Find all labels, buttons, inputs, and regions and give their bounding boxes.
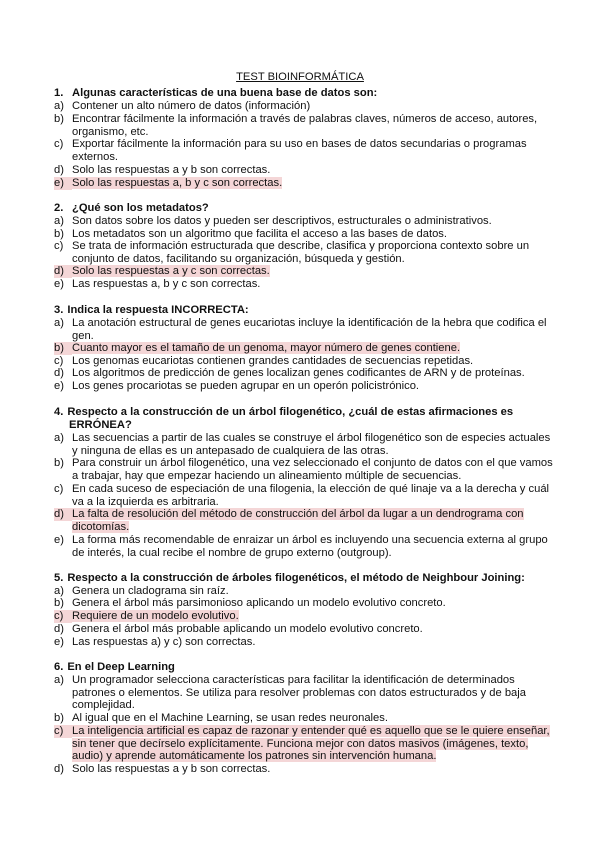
option-letter: b) [54, 342, 72, 355]
question-number: 4. [54, 406, 64, 418]
option-text: Solo las respuestas a y b son correctas. [72, 763, 271, 775]
option-text: Solo las respuestas a y c son correctas. [72, 265, 270, 277]
option-letter: c) [54, 355, 64, 367]
option-text-wrap [72, 265, 554, 278]
option-3e [54, 380, 554, 393]
question-number: 2. [54, 202, 64, 214]
option-letter: e) [54, 278, 64, 290]
option-text: Exportar fácilmente la información para su uso en bases de datos secundarias o programas externos. [72, 138, 527, 163]
option-letter: a) [54, 674, 64, 686]
option-text: Solo las respuestas a y b son correctas. [72, 164, 271, 176]
option-2c [54, 240, 554, 265]
option-letter: a) [54, 100, 64, 112]
page-title: TEST BIOINFORMÁTICA [236, 71, 364, 83]
question-text: En el Deep Learning [67, 661, 175, 673]
option-text: Contener un alto número de datos (información) [72, 100, 311, 112]
option-3b-highlighted [54, 342, 554, 355]
option-letter: a) [54, 585, 64, 597]
option-text: Los genomas eucariotas contienen grandes cantidades de secuencias repetidas. [72, 355, 474, 367]
option-6d [54, 763, 554, 776]
option-text: Al igual que en el Machine Learning, se usan redes neuronales. [72, 712, 388, 724]
option-text: Solo las respuestas a, b y c son correctas. [72, 177, 283, 189]
option-4a [54, 432, 554, 457]
option-letter: d) [54, 164, 64, 176]
option-5d [54, 623, 554, 636]
option-text-wrap [72, 610, 554, 623]
option-6b [54, 712, 554, 725]
option-text: Encontrar fácilmente la información a través de palabras claves, números de acceso, autores, organismo, etc. [72, 113, 538, 138]
option-text: Genera un cladograma sin raíz. [72, 585, 229, 597]
option-text: Requiere de un modelo evolutivo. [72, 610, 239, 622]
option-3a [54, 317, 554, 342]
option-text: Las respuestas a, b y c son correctas. [72, 278, 261, 290]
question-number: 3. [54, 304, 64, 316]
question-text: ¿Qué son los metadatos? [72, 202, 209, 214]
option-letter: e) [54, 380, 64, 392]
option-letter: b) [54, 712, 64, 724]
question-5 [54, 572, 554, 585]
question-text: Respecto a la construcción de árboles filogenéticos, el método de Neighbour Joining: [67, 572, 525, 584]
option-2e [54, 278, 554, 291]
option-letter: b) [54, 597, 64, 609]
option-letter: c) [54, 610, 72, 623]
option-text: Los algoritmos de predicción de genes localizan genes codificantes de ARN y de proteínas. [72, 367, 525, 379]
option-letter: a) [54, 215, 64, 227]
question-number: 6. [54, 661, 64, 673]
option-4c [54, 483, 554, 508]
option-letter: d) [54, 763, 64, 775]
option-1d [54, 164, 554, 177]
option-text: Las respuestas a) y c) son correctas. [72, 636, 256, 648]
option-letter: c) [54, 240, 64, 252]
question-3 [54, 304, 554, 317]
question-6 [54, 661, 554, 674]
option-text: La forma más recomendable de enraizar un árbol es incluyendo una secuencia externa al grupo de interés, la cual recibe el nombre de grupo externo (outgroup). [72, 534, 548, 559]
option-letter: e) [54, 177, 72, 190]
option-letter: a) [54, 317, 64, 329]
option-4e [54, 534, 554, 559]
question-number: 1. [54, 87, 64, 99]
option-2d-highlighted [54, 265, 554, 278]
option-text-wrap [72, 177, 554, 190]
option-5c-highlighted [54, 610, 554, 623]
option-4d-highlighted [54, 508, 554, 533]
option-text: Genera el árbol más parsimonioso aplicando un modelo evolutivo concreto. [72, 597, 446, 609]
option-1e-highlighted [54, 177, 554, 190]
option-1c [54, 138, 554, 163]
option-text: Cuanto mayor es el tamaño de un genoma, mayor número de genes contiene. [72, 342, 461, 354]
option-text: Son datos sobre los datos y pueden ser descriptivos, estructurales o administrativos. [72, 215, 492, 227]
question-number: 5. [54, 572, 64, 584]
option-5a [54, 585, 554, 598]
option-text: Los genes procariotas se pueden agrupar en un operón policistrónico. [72, 380, 420, 392]
question-4 [54, 406, 554, 431]
option-letter: c) [54, 138, 64, 150]
option-text-wrap [72, 342, 554, 355]
option-text: Para construir un árbol filogenético, una vez seleccionado el conjunto de datos con el que vamos a trabajar, hay que empezar haciendo un alineamiento múltiple de secuencias. [72, 457, 553, 482]
option-text: La anotación estructural de genes eucariotas incluye la identificación de la hebra que codifica el gen. [72, 317, 547, 342]
option-4b [54, 457, 554, 482]
option-text: La falta de resolución del método de construcción del árbol da lugar a un dendrograma con dicotomías. [72, 508, 524, 533]
option-letter: d) [54, 265, 72, 278]
option-text-wrap [72, 508, 554, 533]
option-letter: b) [54, 457, 64, 469]
option-text: Los metadatos son un algoritmo que facilita el acceso a las bases de datos. [72, 228, 448, 240]
option-1b [54, 113, 554, 138]
option-letter: c) [54, 483, 64, 495]
option-2a [54, 215, 554, 228]
option-3d [54, 367, 554, 380]
question-text: Indica la respuesta INCORRECTA: [67, 304, 249, 316]
option-text: En cada suceso de especiación de una filogenia, la elección de qué linaje va a la derecha y cuál va a la izquierda es arbitraria. [72, 483, 550, 508]
option-text: Genera el árbol más probable aplicando un modelo evolutivo concreto. [72, 623, 423, 635]
question-text: Algunas características de una buena base de datos son: [72, 87, 378, 99]
option-text: La inteligencia artificial es capaz de razonar y entender qué es aquello que se le quiere enseñar, sin tener que decírselo explícitamente. Funciona mejor con datos masivos (imágenes, texto, audio) y aprende automáticamente los patrones sin intervención humana. [72, 725, 550, 763]
option-letter: e) [54, 636, 64, 648]
option-letter: b) [54, 228, 64, 240]
option-5b [54, 597, 554, 610]
option-letter: e) [54, 534, 64, 546]
question-text: Respecto a la construcción de un árbol filogenético, ¿cuál de estas afirmaciones es [67, 406, 514, 418]
option-text-wrap [72, 725, 554, 763]
option-5e [54, 636, 554, 649]
option-3c [54, 355, 554, 368]
question-text-continued: ERRÓNEA? [69, 418, 132, 431]
option-letter: d) [54, 623, 64, 635]
question-1 [54, 87, 554, 100]
option-text: Las secuencias a partir de las cuales se construye el árbol filogenético son de especies actuales y ninguna de ellas es un antepasado de cualquiera de las otras. [72, 432, 551, 457]
option-6c-highlighted [54, 725, 554, 763]
option-text: Un programador selecciona características para facilitar la identificación de determinados patrones o elementos. Se utiliza para resolver problemas con datos estructurados y de baja complejidad. [72, 674, 526, 712]
option-letter: c) [54, 725, 72, 738]
option-text: Se trata de información estructurada que describe, clasifica y proporciona contexto sobre un conjunto de datos, facilitando su organización, búsqueda y gestión. [72, 240, 530, 265]
option-1a [54, 100, 554, 113]
option-letter: d) [54, 508, 72, 521]
option-letter: d) [54, 367, 64, 379]
option-letter: a) [54, 432, 64, 444]
option-letter: b) [54, 113, 64, 125]
question-2 [54, 202, 554, 215]
option-6a [54, 674, 554, 712]
option-2b [54, 228, 554, 241]
